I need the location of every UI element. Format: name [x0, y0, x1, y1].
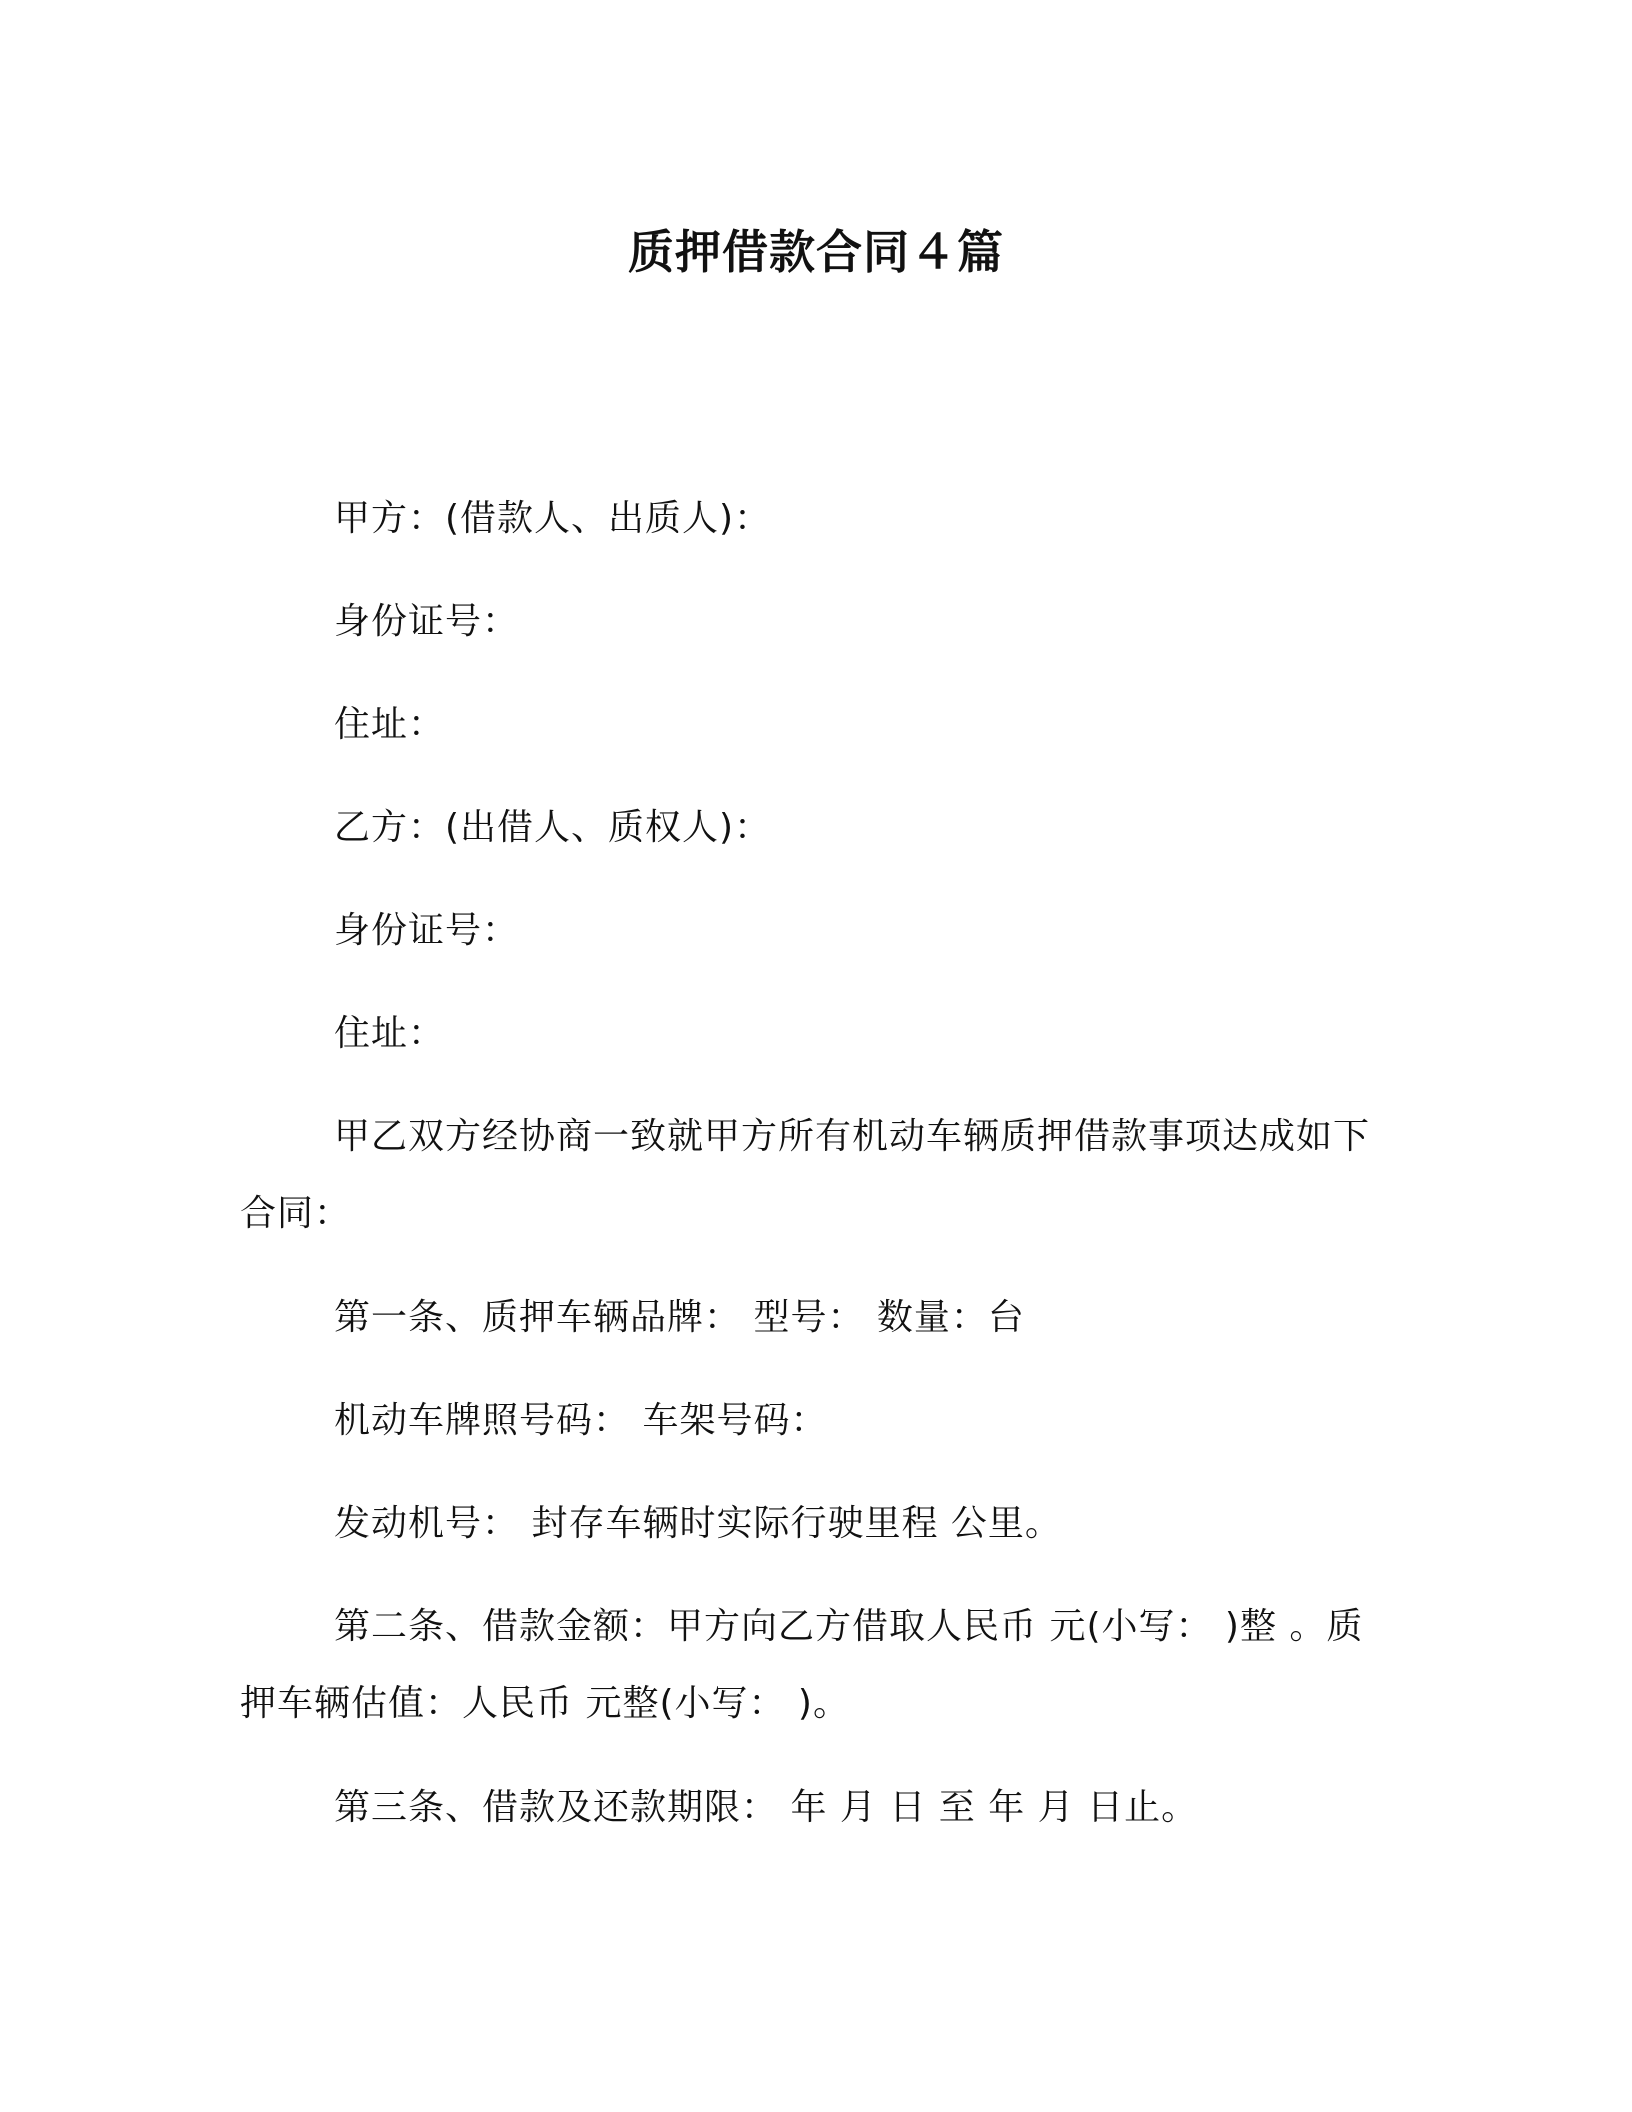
preamble-line-2: 合同： [240, 1193, 352, 1234]
article-2-line-2: 押车辆估值：人民币 元整(小写： )。 [240, 1683, 850, 1724]
article-3-line-1: 第三条、借款及还款期限： 年 月 日 至 年 月 日止。 [334, 1787, 1199, 1828]
article-1-line-2: 机动车牌照号码： 车架号码： [334, 1400, 828, 1441]
party-a-id-number: 身份证号： [334, 601, 520, 642]
document-title: 质押借款合同４篇 [628, 225, 1004, 279]
preamble-line-1: 甲乙双方经协商一致就甲方所有机动车辆质押借款事项达成如下 [334, 1116, 1371, 1157]
party-b-address: 住址： [334, 1013, 446, 1054]
party-a-label: 甲方：(借款人、出质人)： [334, 498, 772, 539]
party-b-id-number: 身份证号： [334, 910, 520, 951]
party-a-address: 住址： [334, 704, 446, 745]
article-1-line-1: 第一条、质押车辆品牌： 型号： 数量：台 [334, 1297, 1025, 1338]
article-1-line-3: 发动机号： 封存车辆时实际行驶里程 公里。 [334, 1503, 1062, 1544]
party-b-label: 乙方：(出借人、质权人)： [334, 807, 772, 848]
article-2-line-1: 第二条、借款金额：甲方向乙方借取人民币 元(小写： )整 。质 [334, 1606, 1364, 1647]
